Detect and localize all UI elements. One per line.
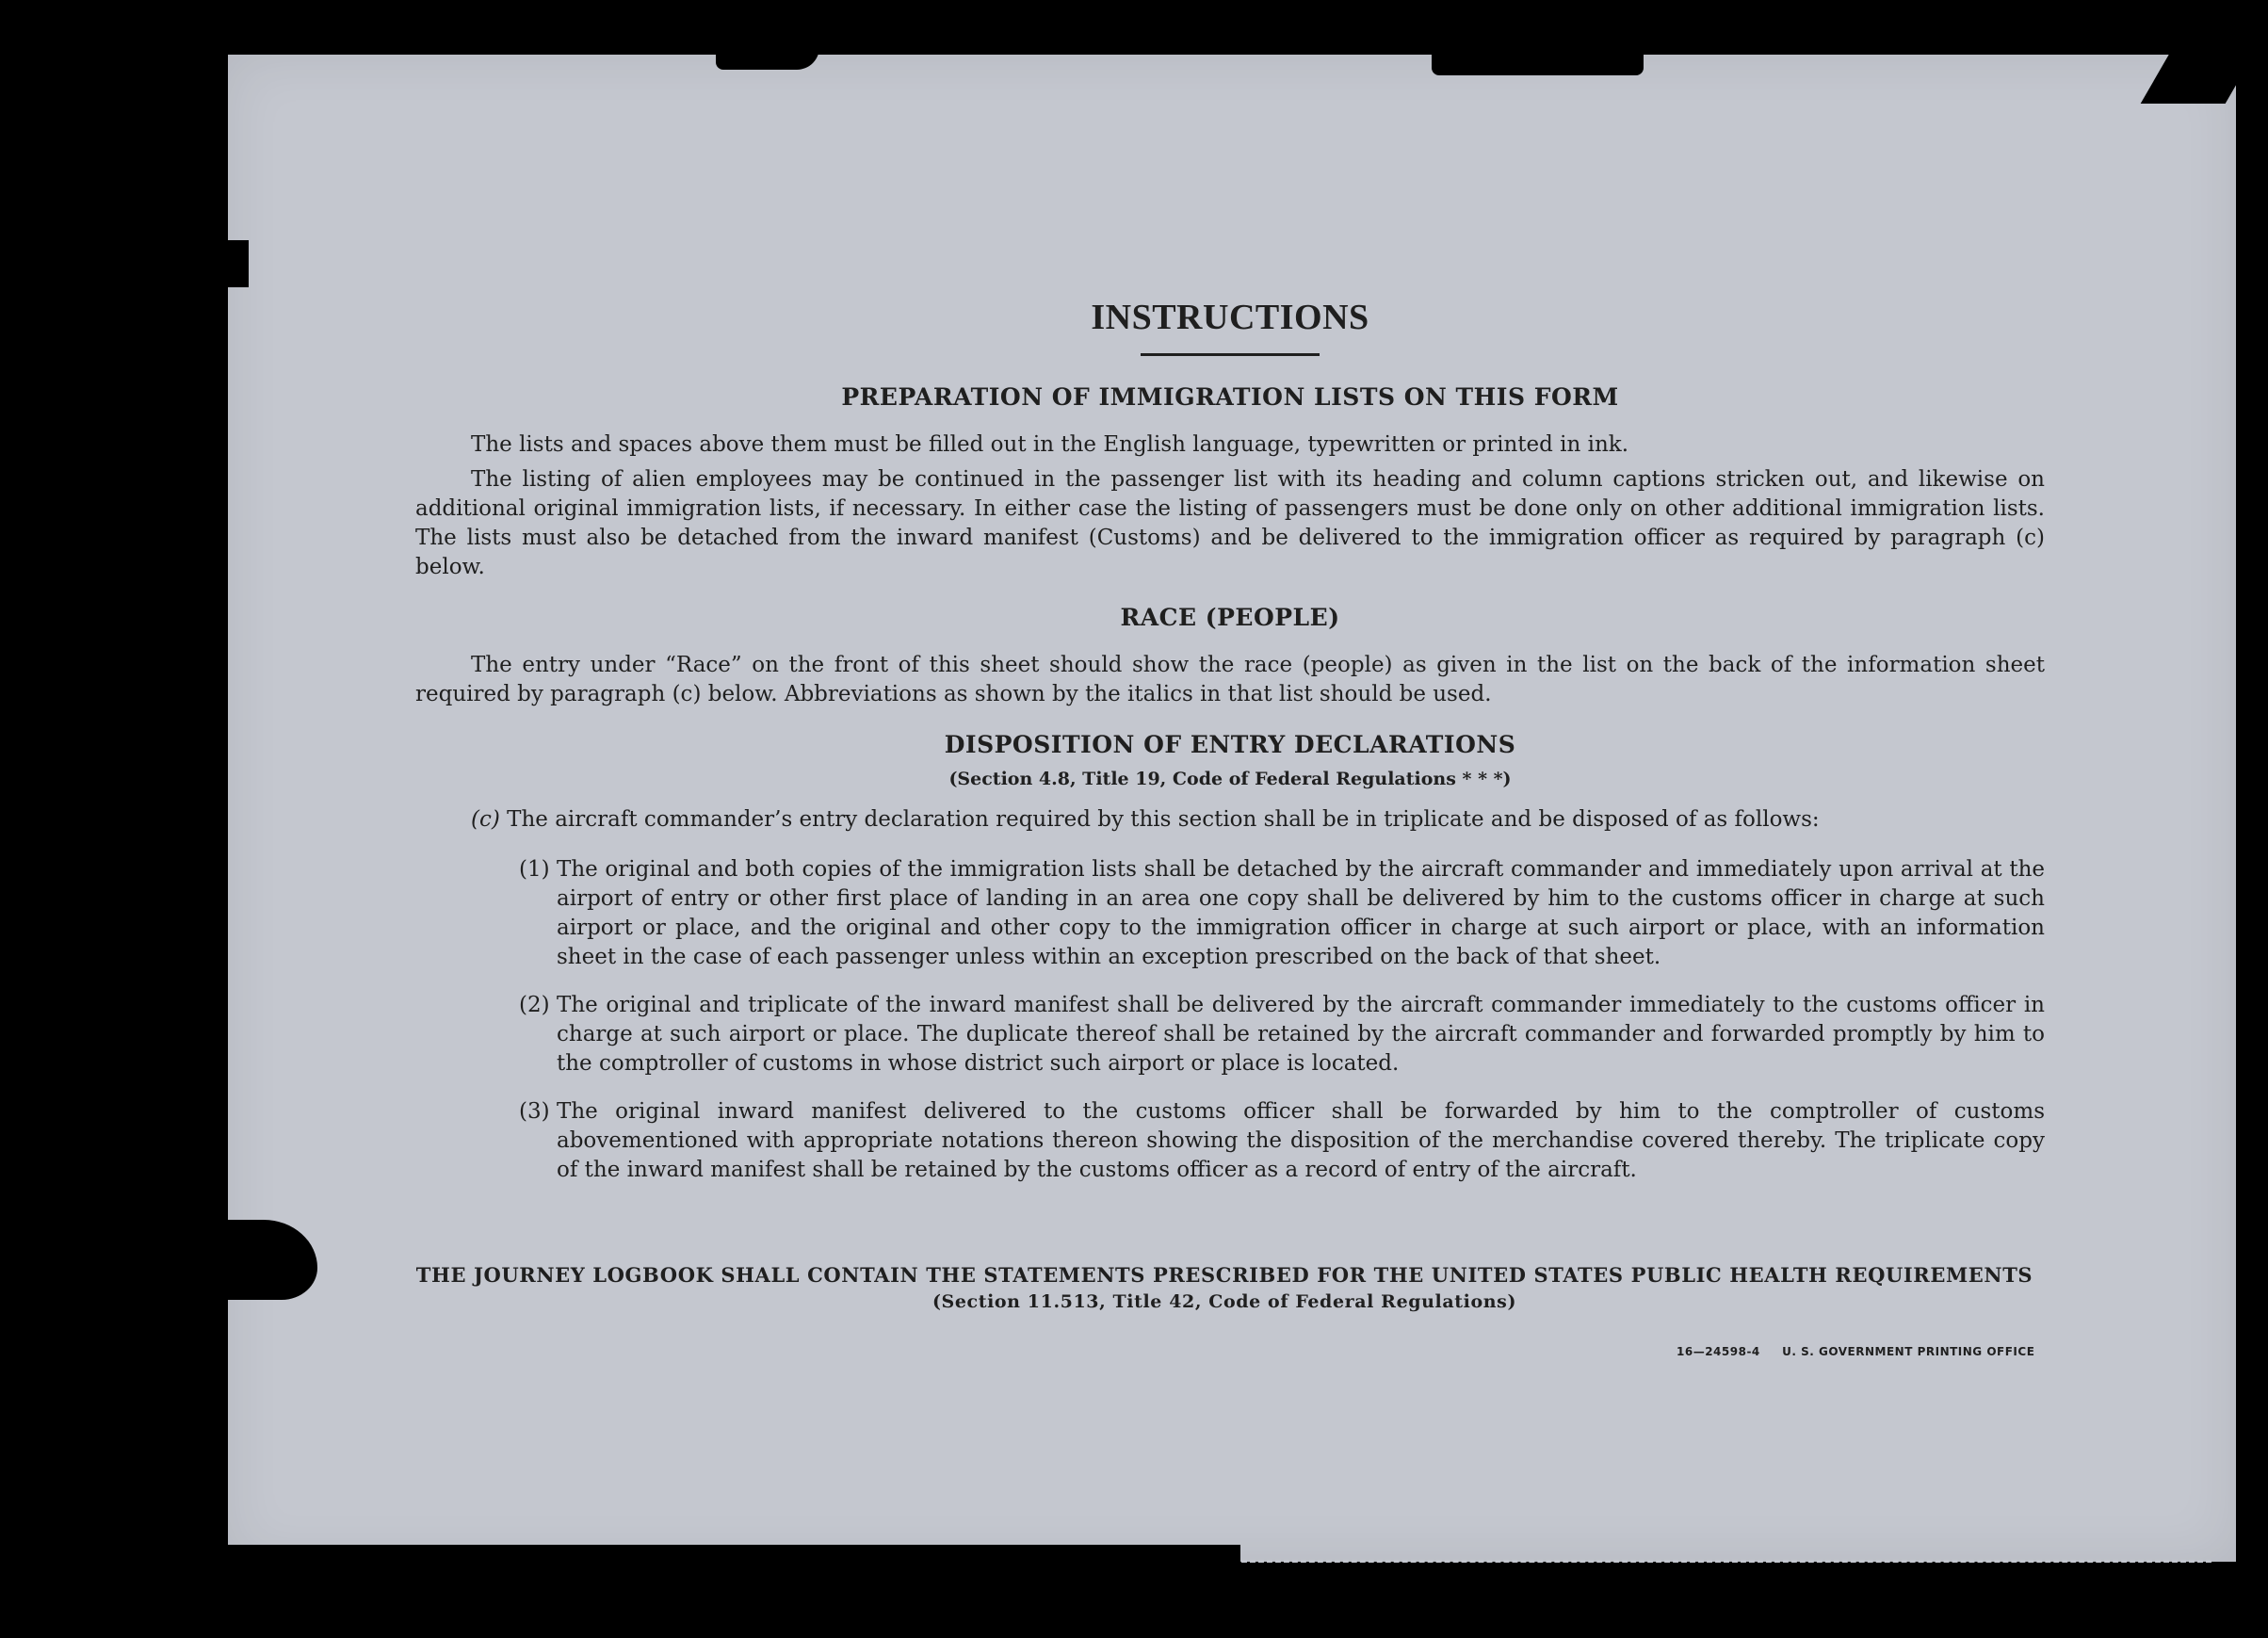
instructions-content bbox=[415, 283, 2045, 1204]
print-code: 16—24598-4 bbox=[1677, 1345, 1760, 1358]
clause-text: The aircraft commander’s entry declaration required by this section shall be in triplicate and be disposed of as follows: bbox=[507, 807, 1820, 832]
disposition-citation: (Section 4.8, Title 19, Code of Federal Regulations * * *) bbox=[948, 769, 1512, 789]
preparation-paragraph-2: The listing of alien employees may be continued in the passenger list with its heading and column captions stricken out, and likewise on additional original immigration lists, if necessary. In either case the listing of passengers must be done only on other additional immigration lists. The lists must also be detached from the inward manifest (Customs) and be delivered to the immigration officer as required by paragraph (c) below. bbox=[415, 467, 2045, 579]
item-number: (3) bbox=[519, 1099, 550, 1124]
item-text: The original inward manifest delivered to the customs officer shall be forwarded by him to the comptroller of customs abovementioned with appropriate notations thereon showing the disposition of the merchandise covered thereby. The triplicate copy of the inward manifest shall be retained by the customs officer as a record of entry of the aircraft. bbox=[557, 1099, 2045, 1182]
item-number: (1) bbox=[519, 857, 550, 882]
printing-office-line bbox=[1677, 1345, 2034, 1358]
preparation-paragraph-1: The lists and spaces above them must be filled out in the English language, typewritten or printed in ink. bbox=[471, 432, 1629, 457]
preparation-heading: PREPARATION OF IMMIGRATION LISTS ON THIS FORM bbox=[841, 383, 1619, 411]
list-item bbox=[519, 855, 2045, 972]
item-number: (2) bbox=[519, 993, 550, 1017]
item-text: The original and triplicate of the inward manifest shall be delivered by the aircraft commander immediately to the customs officer in charge at such airport or place. The duplicate thereof shall be retained by the aircraft commander and forwarded promptly by him to the comptroller of customs in whose district such airport or place is located. bbox=[557, 993, 2045, 1076]
race-heading: RACE (PEOPLE) bbox=[1120, 604, 1340, 631]
title-rule bbox=[1141, 353, 1320, 356]
paper-tear bbox=[228, 1545, 1240, 1573]
race-paragraph: The entry under “Race” on the front of this sheet should show the race (people) as given in the list on the back of the information sheet required by paragraph (c) below. Abbreviations as shown by the italics in that list should be used. bbox=[415, 653, 2045, 706]
perforation-line bbox=[1241, 1560, 2211, 1563]
page-title: INSTRUCTIONS bbox=[1091, 298, 1369, 337]
paper-tear bbox=[228, 240, 249, 287]
paper-tear bbox=[1432, 47, 1644, 75]
list-item bbox=[519, 1097, 2045, 1185]
print-office: U. S. GOVERNMENT PRINTING OFFICE bbox=[1782, 1345, 2035, 1358]
footer-citation: (Section 11.513, Title 42, Code of Federal Regulations) bbox=[932, 1291, 1517, 1312]
footer-statement bbox=[405, 1262, 2044, 1315]
disposition-clause bbox=[415, 805, 2045, 835]
footer-statement-text: THE JOURNEY LOGBOOK SHALL CONTAIN THE STATEMENTS PRESCRIBED FOR THE UNITED STATES PUBLIC HEALTH REQUIREMENTS bbox=[415, 1263, 2033, 1287]
disposition-heading: DISPOSITION OF ENTRY DECLARATIONS bbox=[944, 731, 1516, 758]
clause-label: (c) bbox=[471, 807, 500, 832]
list-item bbox=[519, 991, 2045, 1078]
paper-tear bbox=[716, 47, 819, 70]
item-text: The original and both copies of the immigration lists shall be detached by the aircraft commander and immediately upon arrival at the airport of entry or other first place of landing in an area one copy shall be delivered by him to the customs officer in charge at such airport or place, and the original and other copy to the immigration officer in charge at such airport or place, with an information sheet in the case of each passenger unless within an exception prescribed on the back of that sheet. bbox=[557, 857, 2045, 969]
